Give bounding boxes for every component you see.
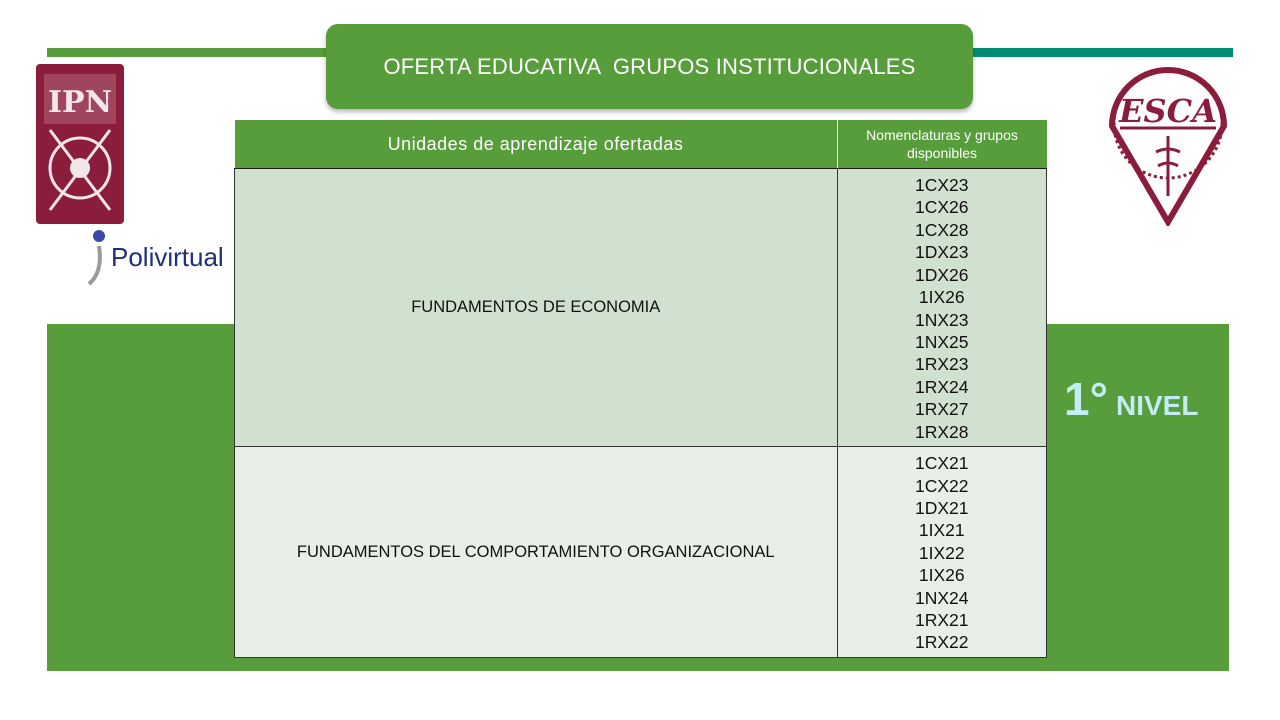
polivirtual-logo-text: Polivirtual [111,242,224,272]
table-header-row [235,120,1047,169]
esca-logo-text: ESCA [1119,92,1217,130]
header-rule-left [47,48,347,57]
group-code: 1CX28 [914,219,969,240]
level-label [1064,372,1198,426]
group-code: 1CX26 [914,197,969,218]
page-title: OFERTA EDUCATIVA GRUPOS INSTITUCIONALES [326,24,973,109]
learning-unit-name: FUNDAMENTOS DEL COMPORTAMIENTO ORGANIZACIONAL [235,447,838,658]
group-code: 1DX21 [914,497,969,518]
level-number: 1° [1064,373,1108,425]
group-code: 1RX22 [914,632,969,653]
group-code: 1IX21 [918,520,965,541]
group-code: 1DX23 [914,242,969,263]
group-code: 1CX22 [914,475,969,496]
table-row [235,169,1047,447]
group-code: 1NX24 [914,587,969,608]
ipn-logo [30,60,132,228]
table-row [235,447,1047,658]
level-word: NIVEL [1115,390,1199,421]
group-code: 1IX26 [918,565,965,586]
group-code: 1RX28 [914,421,969,442]
header-rule-right [950,48,1233,57]
group-code: 1RX24 [914,376,969,397]
group-code: 1DX26 [914,264,969,285]
group-code: 1IX22 [918,542,965,563]
learning-unit-name: FUNDAMENTOS DE ECONOMIA [235,169,838,447]
group-code: 1RX21 [914,610,969,631]
polivirtual-logo [85,228,235,288]
course-offer-table [234,120,1047,658]
group-code: 1CX23 [914,175,969,196]
group-code: 1CX21 [914,453,969,474]
group-code: 1NX23 [914,309,969,330]
group-code: 1RX27 [914,399,969,420]
header-learning-units: Unidades de aprendizaje ofertadas [235,120,838,169]
esca-logo [1104,62,1232,226]
group-code-list [837,169,1047,447]
ipn-emblem-icon [30,60,132,228]
group-code: 1RX23 [914,354,969,375]
group-code-list [837,447,1047,658]
group-code: 1NX25 [914,331,969,352]
ipn-logo-text: IPN [47,85,113,120]
esca-emblem-icon [1104,62,1232,226]
group-code: 1IX26 [918,287,965,308]
header-group-codes: Nomenclaturas y grupos disponibles [837,120,1047,169]
